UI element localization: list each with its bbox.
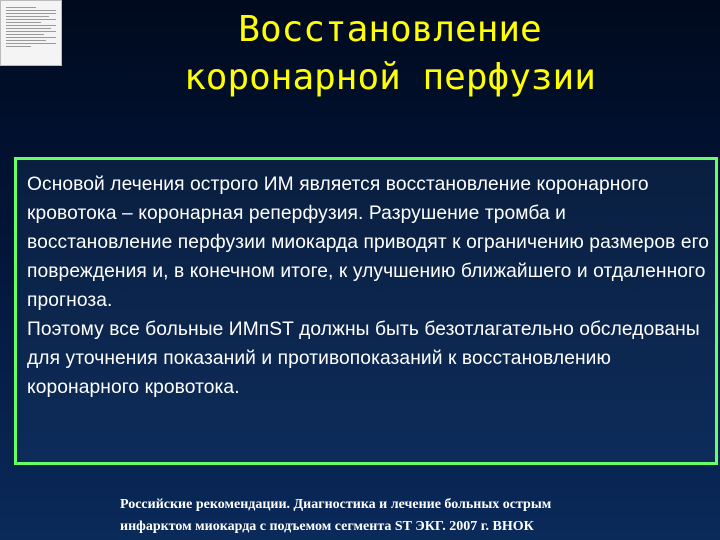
reference-citation xyxy=(120,494,710,538)
slide-title xyxy=(110,6,670,102)
document-thumbnail xyxy=(0,0,62,66)
content-box xyxy=(14,157,718,465)
title-line-2: коронарной перфузии xyxy=(184,57,596,98)
body-paragraph-2: Поэтому все больные ИМпST должны быть безотлагательно обследованы для уточнения показаний и противопоказаний к восстановлению коронарного кровотока. xyxy=(27,319,700,398)
body-paragraph-1: Основой лечения острого ИМ является восстановление коронарного кровотока – коронарная реперфузия. Разрушение тромба и восстановление перфузии миокарда приводят к ограничению размеров его повреждения и, в конечном итоге, к улучшению ближайшего и отдаленного прогноза. xyxy=(27,174,710,311)
title-line-1: Восстановление xyxy=(238,9,542,50)
reference-line-2: инфарктом миокарда с подъемом сегмента ST ЭКГ. 2007 г. ВНОК xyxy=(120,519,534,534)
reference-line-1: Российские рекомендации. Диагностика и лечение больных острым xyxy=(120,497,552,512)
